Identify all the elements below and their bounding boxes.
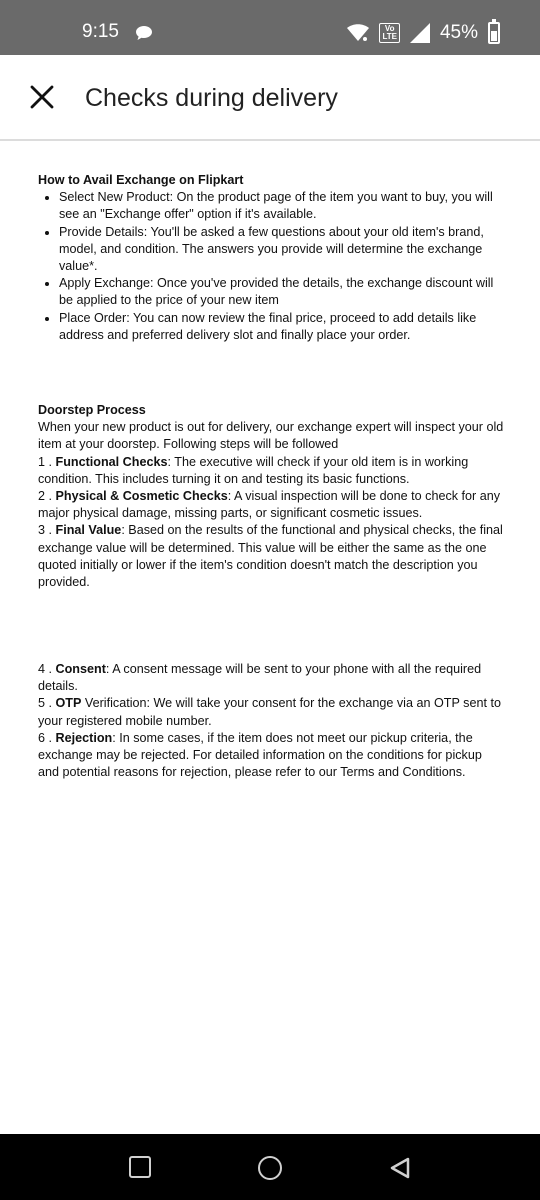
status-icons [347,22,500,44]
list-item: • Apply Exchange: Once you've provided the details, the exchange discount will be applied to the price of your new item [59,275,504,309]
battery-percent: 45% [439,22,478,43]
step-item: 5 . OTP Verification: We will take your consent for the exchange via an OTP sent to your registered mobile number. [38,696,501,728]
page-header [0,55,540,141]
status-time: 9:15 [82,21,119,42]
exchange-section [38,172,504,344]
exchange-steps-list [38,189,504,344]
step-item: 4 . Consent: A consent message will be sent to your phone with all the required details. [38,662,482,694]
step-item: 6 . Rejection: In some cases, if the item does not meet our pickup criteria, the exchange may be rejected. For detailed information on the conditions for pickup and potential reasons for rejection, please refer to our Terms and Conditions. [38,730,482,780]
step-item: 3 . Final Value: Based on the results of the functional and physical checks, the final exchange value will be determined. This value will be either the same as the one quoted initially or lower if the item's condition doesn't match the description you provided. [38,523,503,590]
volte-icon: Vo LTE [379,23,400,43]
battery-icon [488,22,500,44]
step-item: 1 . Functional Checks: The executive will check if your old item is in working condition. This includes turning it on and testing its basic functions. [38,454,469,486]
list-item: • Provide Details: You'll be asked a few questions about your old item's brand, model, and condition. The answers you provide will determine the exchange value*. [59,224,504,276]
home-button[interactable] [258,1156,282,1180]
status-bar [0,0,540,55]
navigation-bar [0,1134,540,1200]
list-item: • Select New Product: On the product page of the item you want to buy, you will see an "Exchange offer" option if it's available. [59,189,504,223]
list-item: • Place Order: You can now review the final price, proceed to add details like address and preferred delivery slot and finally place your order. [59,310,504,344]
recents-button[interactable] [129,1156,151,1178]
section-title: How to Avail Exchange on Flipkart [38,173,244,187]
doorstep-intro: When your new product is out for delivery, our exchange expert will inspect your old item at your doorstep. Following steps will be followed [38,420,504,452]
step-item: 2 . Physical & Cosmetic Checks: A visual inspection will be done to check for any major physical damage, missing parts, or significant cosmetic issues. [38,489,501,521]
doorstep-section-continued [38,661,504,781]
back-icon[interactable] [388,1156,412,1180]
page-title: Checks during delivery [85,84,338,112]
chat-icon [135,25,153,41]
section-title: Doorstep Process [38,403,146,417]
wifi-icon [347,24,369,42]
signal-icon [410,23,430,43]
close-icon[interactable] [28,83,56,111]
doorstep-section [38,402,504,591]
